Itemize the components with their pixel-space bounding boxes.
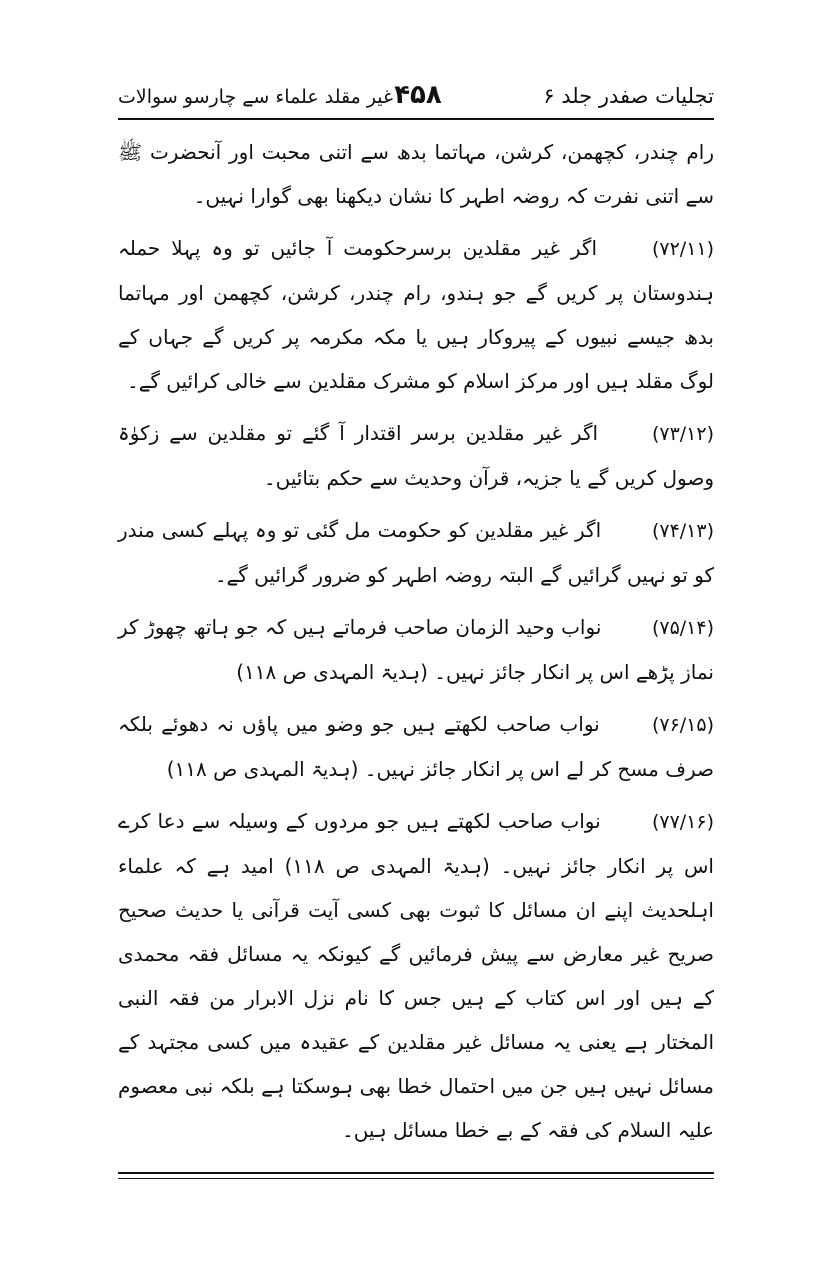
paragraph-number: (۷۲/۱۱) xyxy=(651,238,715,260)
paragraph-text: اگر غیر مقلدین کو حکومت مل گئی تو وہ پہلے کسی مندر کو تو نہیں گرائیں گے البتہ روضہ اطہر کو ضرور گرائیں گے۔ xyxy=(118,518,714,587)
paragraph-75 xyxy=(118,605,714,694)
paragraph-text: اگر غیر مقلدین برسر اقتدار آ گئے تو مقلدین سے زکوٰۃ وصول کریں گے یا جزیہ، قرآن وحدیث سے حکم بتائیں۔ xyxy=(118,421,714,490)
paragraph-77 xyxy=(118,799,714,1152)
page-header xyxy=(118,76,714,116)
paragraph-text: رام چندر، کچھمن، کرشن، مہاتما بدھ سے اتنی محبت اور آنحضرت ﷺ سے اتنی نفرت کہ روضہ اطہر کا نشان دیکھنا بھی گوارا نہیں۔ xyxy=(118,140,714,208)
paragraph-number: (۷۶/۱۵) xyxy=(651,714,714,736)
paragraph-text: اگر غیر مقلدین برسرحکومت آ جائیں تو وہ پہلا حملہ ہندوستان پر کریں گے جو ہندو، رام چندر، کرشن، کچھمن اور مہاتما بدھ جیسے نبیوں کے پیروکار ہیں یا مکہ مکرمہ پر کریں گے جہاں کے لوگ مقلد ہیں اور مرکز اسلام کو مشرک مقلدین سے خالی کرائیں گے۔ xyxy=(118,236,714,393)
paragraph-intro xyxy=(118,130,714,218)
paragraph-72 xyxy=(118,226,714,403)
paragraph-text: نواب وحید الزمان صاحب فرماتے ہیں کہ جو ہاتھ چھوڑ کر نماز پڑھے اس پر انکار جائز نہیں۔ (ہدیۃ المہدی ص ۱۱۸) xyxy=(118,615,714,684)
paragraph-number: (۷۴/۱۳) xyxy=(651,520,714,542)
header-rule xyxy=(118,118,714,120)
paragraph-text: نواب صاحب لکھتے ہیں جو وضو میں پاؤں نہ دھوئے بلکہ صرف مسح کر لے اس پر انکار جائز نہیں۔ (ہدیۃ المہدی ص ۱۱۸) xyxy=(118,712,714,781)
book-title: تجلیات صفدر جلد ۶ xyxy=(543,84,714,108)
paragraph-number: (۷۳/۱۲) xyxy=(651,423,714,445)
paragraph-73 xyxy=(118,411,714,500)
page-number: ۴۵۸ xyxy=(394,80,442,110)
paragraph-74 xyxy=(118,508,714,597)
paragraph-text: نواب صاحب لکھتے ہیں جو مردوں کے وسیلہ سے دعا کرے اس پر انکار جائز نہیں۔ (ہدیۃ المہدی ص ۱۱۸) امید ہے کہ علماء اہلحدیث اپنے ان مسائل کا ثبوت بھی کسی آیت قرآنی یا حدیث صحیح صریح غیر معارض سے پیش فرمائیں گے کیونکہ یہ مسائل فقہ محمدی کے ہیں اور اس کتاب کے ہیں جس کا نام نزل الابرار من فقہ النبی المختار ہے یعنی یہ مسائل غیر مقلدین کے عقیدہ میں کسی مجتہد کے مسائل نہیں ہیں جن میں احتمال خطا بھی ہوسکتا ہے بلکہ نبی معصوم علیہ السلام کی فقہ کے بے خطا مسائل ہیں۔ xyxy=(118,809,714,1142)
paragraph-number: (۷۷/۱۶) xyxy=(651,811,714,833)
page-body xyxy=(118,130,714,1152)
footer-rule-thick xyxy=(118,1172,714,1174)
paragraph-number: (۷۵/۱۴) xyxy=(651,617,714,639)
paragraph-76 xyxy=(118,702,714,791)
chapter-title: غیر مقلد علماء سے چارسو سوالات xyxy=(118,86,393,108)
footer-rule-thin xyxy=(118,1178,714,1179)
